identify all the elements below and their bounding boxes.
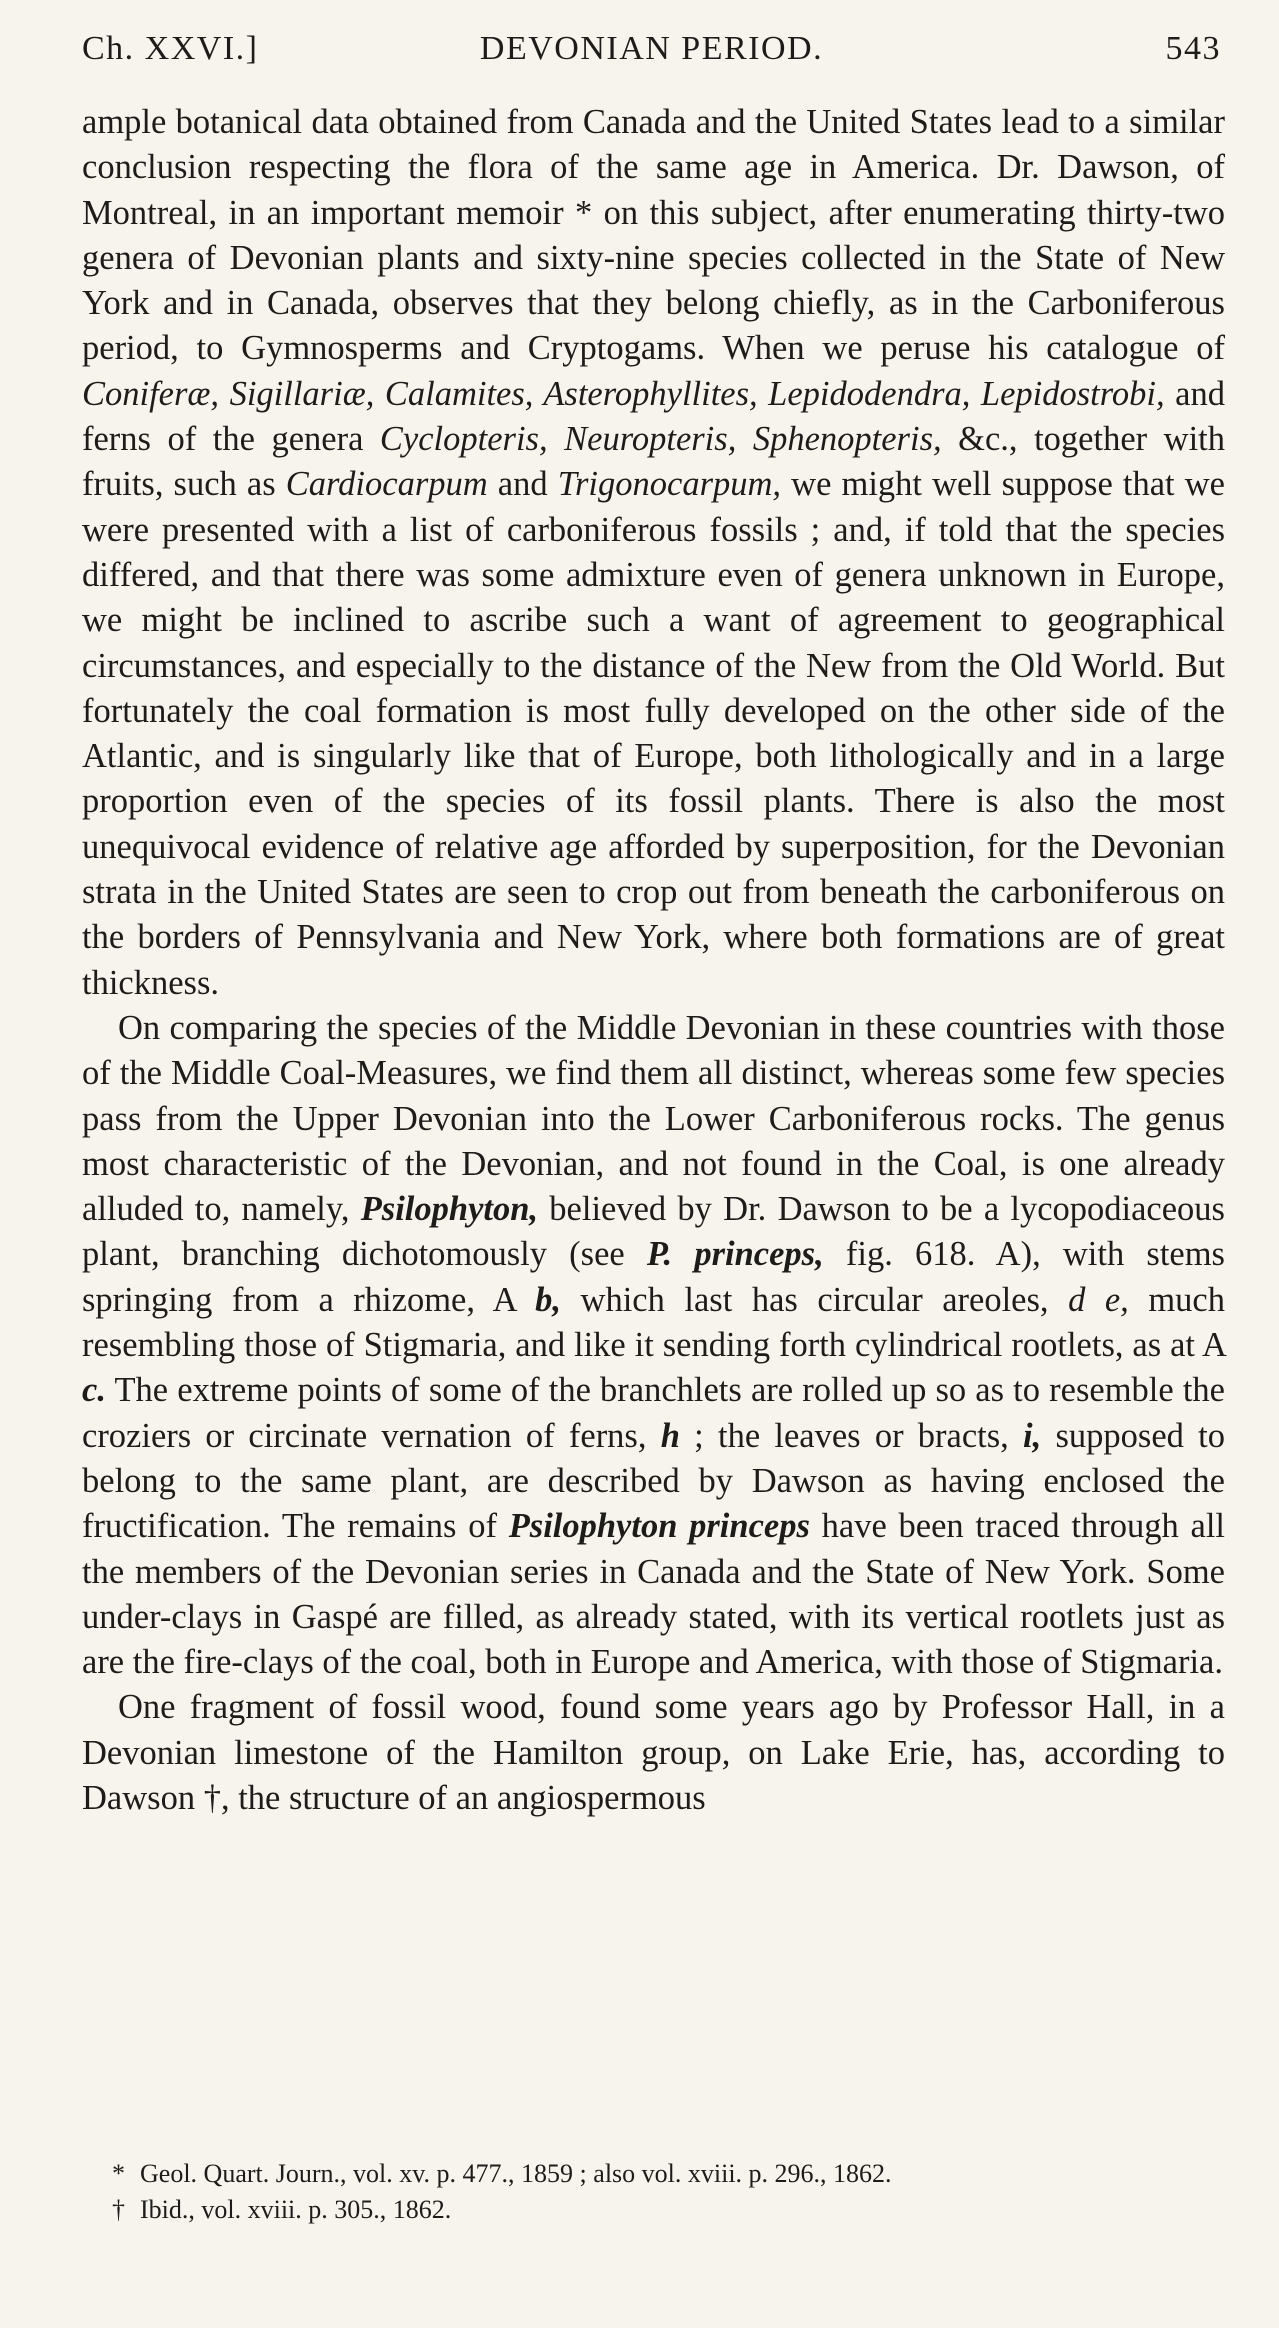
running-title: DEVONIAN PERIOD. [479,30,824,67]
text-run: and [487,465,558,504]
italic-term: Cyclopteris, Neuropteris, Sphenopteris, [379,420,942,459]
paragraph-2 [82,1006,1225,1685]
page-number: 543 [1165,30,1221,67]
chapter-label: Ch. XXVI.] [82,30,259,67]
paragraph-3 [82,1685,1225,1821]
text-run: On comparing the species of the Middle Devonian in these countries with those of the Middle Coal-Measures, we find them all distinct, whereas some few species pass from the Upper Devonian into the Lower Carboniferous rocks. The genus most characteristic of the Devonian, and not found in the Coal, is one already alluded to, namely, [82,1008,1225,1229]
body-text [82,100,1225,1821]
footnote-mark: † [112,2195,125,2224]
text-run: One fragment of fossil wood, found some years ago by Professor Hall, in a Devonian limestone of the Hamilton group, on Lake Erie, has, according to Dawson †, the structure of an angiospermous [82,1688,1225,1817]
footnote-mark: * [112,2159,125,2188]
italic-term: h [660,1416,680,1455]
italic-term: Psilophyton, [360,1190,539,1229]
footnotes [112,2156,1212,2228]
italic-term: Coniferæ, Sigillariæ, Calamites, Asterophyllites, Lepidodendra, Lepidostrobi, [82,374,1165,413]
italic-term: i, [1023,1416,1042,1455]
text-run: &c., together with fruits, such as [82,420,1225,504]
italic-term: b, [535,1280,562,1319]
italic-term: Trigonocarpum, [557,465,782,504]
italic-term: Cardiocarpum [285,465,488,504]
footnote [112,2192,1212,2228]
text-run: fig. 618. A), with stems springing from a rhizome, A [82,1235,1225,1319]
text-run: ample botanical data obtained from Canada and the United States lead to a similar conclusion respecting the flora of the same age in America. Dr. Dawson, of Montreal, in an important memoir * on this subject, after enumerating thirty-two genera of Devonian plants and sixty-nine species collected in the State of New York and in Canada, observes that they belong chiefly, as in the Carboniferous period, to Gymnosperms and Cryptogams. When we peruse his catalogue of [82,103,1225,368]
paragraph-1 [82,100,1225,1006]
italic-term: P. princeps, [646,1235,824,1274]
text-run: we might well suppose that we were presented with a list of carboniferous fossils ; and, if told that the species differed, and that there was some admixture even of genera unknown in Europe, we might be inclined to ascribe such a want of agreement to geographical circumstances, and especially to the distance of the New from the Old World. But fortunately the coal formation is most fully developed on the other side of the Atlantic, and is singularly like that of Europe, both lithologically and in a large proportion even of the species of its fossil plants. There is also the most unequivocal evidence of relative age afforded by superposition, for the Devonian strata in the United States are seen to crop out from beneath the carboniferous on the borders of Pennsylvania and New York, where both formations are of great thickness. [82,465,1225,1002]
text-run: believed by Dr. Dawson to be a lycopodiaceous plant, branching dichotomously (see [82,1190,1225,1274]
text-run: supposed to belong to the same plant, are described by Dawson as having enclosed the fructification. The remains of [82,1416,1225,1546]
footnote [112,2156,1212,2192]
text-run: and ferns of the genera [82,374,1225,459]
footnote-text: Geol. Quart. Journ., vol. xv. p. 477., 1859 ; also vol. xviii. p. 296., 1862. [140,2159,892,2188]
italic-term: d e, [1068,1280,1129,1319]
text-run: The extreme points of some of the branchlets are rolled up so as to resemble the croziers or circinate vernation of ferns, [82,1371,1225,1455]
italic-term: c. [82,1371,106,1410]
text-run: have been traced through all the members of the Devonian series in Canada and the State of New York. Some under-clays in Gaspé are filled, as already stated, with its vertical rootlets just as are the fire-clays of the coal, both in Europe and America, with those of Stigmaria. [82,1507,1225,1682]
italic-term: Psilophyton princeps [508,1507,810,1546]
footnote-text: Ibid., vol. xviii. p. 305., 1862. [140,2195,452,2224]
text-run: which last has circular areoles, [561,1280,1069,1319]
text-run: much resembling those of Stigmaria, and like it sending forth cylindrical rootlets, as at A [82,1280,1225,1365]
running-header [82,30,1221,80]
text-run: ; the leaves or bracts, [679,1416,1024,1455]
